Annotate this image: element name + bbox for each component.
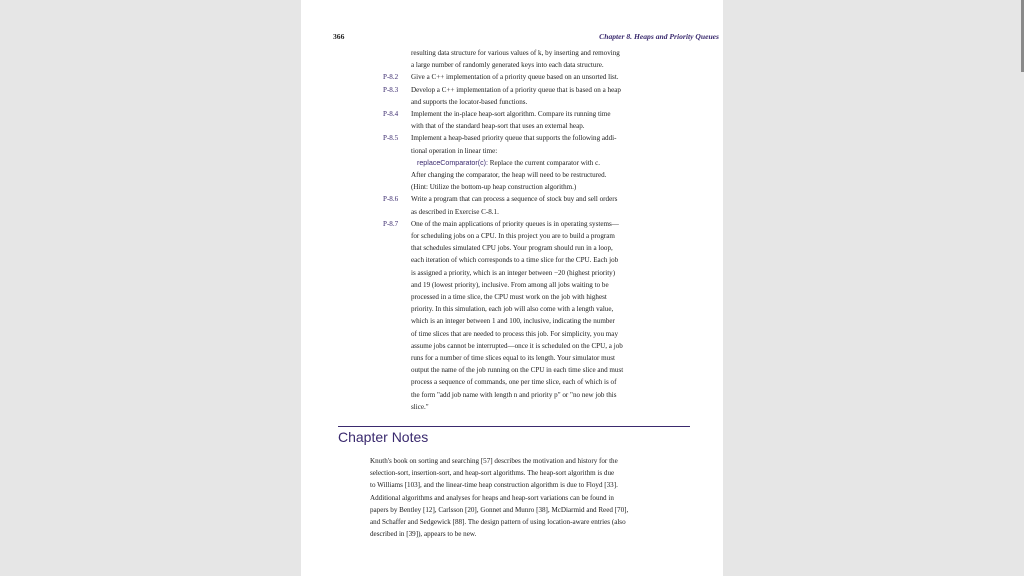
text-line: and supports the locator-based functions.	[411, 97, 528, 106]
text-line: as described in Exercise C-8.1.	[411, 207, 499, 216]
text-line: described in [39]), appears to be new.	[370, 530, 477, 539]
text-line: Develop a C++ implementation of a priority queue that is based on a heap	[411, 85, 621, 94]
text-line: Write a program that can process a sequence of stock buy and sell orders	[411, 195, 618, 204]
text-line: with that of the standard heap-sort that uses an external heap.	[411, 122, 585, 131]
text-line: slice."	[411, 402, 429, 411]
text-line: (Hint: Utilize the bottom-up heap construction algorithm.)	[411, 183, 577, 192]
function-definition	[411, 157, 695, 169]
text-line: each iteration of which corresponds to a time slice for the CPU. Each job	[411, 256, 619, 265]
text-line: assume jobs cannot be interrupted—once it is scheduled on the CPU, a job	[411, 341, 623, 350]
text-line: papers by Bentley [12], Carlsson [20], Gonnet and Munro [38], McDiarmid and Reed [70],	[370, 505, 629, 514]
text-line: which is an integer between 1 and 100, inclusive, indicating the number	[411, 317, 615, 326]
problem-label: P-8.3	[383, 85, 399, 94]
text-line: is assigned a priority, which is an integer between −20 (highest priority)	[411, 268, 616, 277]
running-header	[333, 32, 719, 44]
function-description: Replace the current comparator with c.	[487, 158, 601, 167]
text-line: One of the main applications of priority queues is in operating systems—	[411, 219, 619, 228]
problem-p-8-7	[383, 218, 695, 413]
problem-label: P-8.5	[383, 134, 399, 143]
chapter-notes-body	[370, 455, 690, 540]
text-line: resulting data structure for various values of k, by inserting and removing	[411, 49, 620, 57]
text-line: After changing the comparator, the heap will need to be restructured.	[411, 171, 607, 180]
text-line: tional operation in linear time:	[411, 146, 498, 155]
projects-list	[383, 47, 695, 413]
text-line: a large number of randomly generated keys into each data structure.	[411, 61, 604, 70]
text-line: the form "add job name with length n and priority p" or "no new job this	[411, 390, 617, 399]
text-line: selection-sort, insertion-sort, and heap-sort algorithms. The heap-sort algorithm is due	[370, 469, 615, 478]
text-line: runs for a number of time slices equal to its length. Your simulator must	[411, 354, 615, 363]
text-line: for scheduling jobs on a CPU. In this project you are to build a program	[411, 232, 615, 241]
text-line: Give a C++ implementation of a priority queue based on an unsorted list.	[411, 73, 619, 82]
text-line: processed in a time slice, the CPU must work on the job with highest	[411, 293, 607, 302]
problem-p-8-5	[383, 132, 695, 193]
text-line: that schedules simulated CPU jobs. Your program should run in a loop,	[411, 244, 613, 253]
text-line: Implement a heap-based priority queue that supports the following addi-	[411, 134, 617, 143]
text-line: Knuth's book on sorting and searching [57] describes the motivation and history for the	[370, 457, 618, 465]
text-line: process a sequence of commands, one per time slice, each of which is of	[411, 378, 617, 387]
text-line: Implement the in-place heap-sort algorithm. Compare its running time	[411, 110, 611, 119]
text-line: output the name of the job running on the CPU in each time slice and must	[411, 366, 624, 375]
text-line: of time slices that are needed to process this job. For simplicity, you may	[411, 329, 618, 338]
intro-continuation	[383, 47, 695, 71]
text-line: priority. In this simulation, each job will also come with a length value,	[411, 305, 614, 314]
book-page	[301, 0, 723, 576]
problem-label: P-8.2	[383, 73, 399, 82]
text-line: and Schaffer and Sedgewick [88]. The design pattern of using location-aware entries (also	[370, 518, 626, 527]
problem-p-8-4	[383, 108, 695, 132]
problem-label: P-8.6	[383, 195, 399, 204]
problem-p-8-6	[383, 193, 695, 217]
problem-p-8-2	[383, 71, 695, 83]
text-line: Additional algorithms and analyses for heaps and heap-sort variations can be found in	[370, 493, 614, 502]
problem-label: P-8.4	[383, 110, 399, 119]
text-line: to Williams [103], and the linear-time heap construction algorithm is due to Floyd [33].	[370, 481, 618, 490]
problem-p-8-3	[383, 84, 695, 108]
problem-label: P-8.7	[383, 219, 399, 228]
function-name: replaceComparator(c):	[417, 158, 488, 167]
chapter-notes-heading: Chapter Notes	[338, 426, 690, 445]
text-line: and 19 (lowest priority), inclusive. From among all jobs waiting to be	[411, 280, 609, 289]
chapter-title: Chapter 8. Heaps and Priority Queues	[599, 32, 719, 41]
page-number: 366	[333, 32, 345, 41]
